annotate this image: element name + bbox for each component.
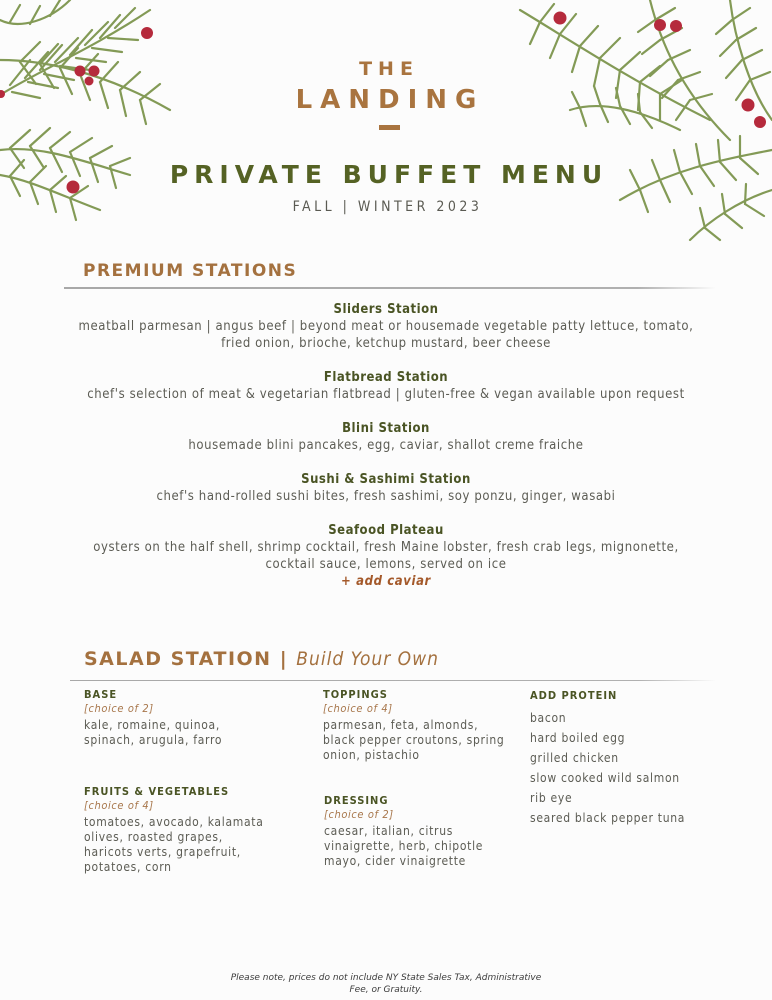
station-item: [0, 301, 772, 352]
group-items: kale, romaine, quinoa, spinach, arugula, farro: [84, 718, 223, 747]
group-title: FRUITS & VEGETABLES: [84, 785, 230, 798]
protein-item: grilled chicken: [530, 751, 619, 765]
brand-divider: [379, 125, 400, 130]
station-name: Flatbread Station: [323, 370, 449, 385]
pine-branch-left-icon: [0, 0, 220, 230]
premium-stations-list: [0, 301, 772, 607]
section-divider: [70, 680, 716, 681]
section-title-salad: [84, 648, 439, 670]
salad-group-protein: [530, 689, 730, 828]
station-addon: + add caviar: [341, 574, 431, 589]
station-name: Seafood Plateau: [328, 523, 444, 538]
station-description: chef's hand-rolled sushi bites, fresh sashimi, soy ponzu, ginger, wasabi: [156, 489, 616, 504]
footnote-line-1: Please note, prices do not include NY State Sales Tax, Administrative: [230, 973, 542, 983]
salad-title: SALAD STATION: [84, 648, 272, 670]
group-title: BASE: [84, 688, 118, 701]
group-title: DRESSING: [324, 794, 389, 807]
station-item: [0, 420, 772, 454]
protein-item: hard boiled egg: [530, 731, 626, 745]
station-item: [0, 369, 772, 403]
salad-column-2: [323, 688, 523, 868]
group-items: tomatoes, avocado, kalamata olives, roasted grapes, haricots verts, grapefruit, potatoes, corn: [84, 815, 264, 874]
protein-item: bacon: [530, 711, 567, 725]
salad-group-toppings: [323, 688, 523, 763]
footnote-line-2: Fee, or Gratuity.: [349, 985, 423, 995]
group-choice: [choice of 4]: [323, 702, 393, 715]
brand-name-line1: THE: [359, 58, 419, 80]
section-title-premium: PREMIUM STATIONS: [83, 261, 298, 281]
station-description: housemade blini pancakes, egg, caviar, shallot creme fraiche: [188, 438, 584, 453]
salad-group-dressing: [324, 794, 524, 869]
station-item: [0, 522, 772, 590]
group-choice: [choice of 2]: [324, 808, 394, 821]
group-items: caesar, italian, citrus vinaigrette, herb, chipotle mayo, cider vinaigrette: [324, 824, 484, 868]
brand-name-line2: LANDING: [295, 85, 485, 115]
protein-list: [530, 708, 730, 828]
station-name: Sliders Station: [333, 302, 439, 317]
page-title: PRIVATE BUFFET MENU: [169, 160, 609, 189]
group-title: ADD PROTEIN: [530, 689, 618, 702]
group-choice: [choice of 4]: [84, 799, 154, 812]
salad-group-fruits-vegetables: [84, 785, 294, 875]
station-description: oysters on the half shell, shrimp cocktail, fresh Maine lobster, fresh crab legs, mignonette, cocktail sauce, lemons, served on ice: [93, 540, 679, 572]
protein-item: rib eye: [530, 791, 573, 805]
salad-column-1: [84, 688, 294, 874]
protein-item: seared black pepper tuna: [530, 811, 686, 825]
group-choice: [choice of 2]: [84, 702, 154, 715]
station-item: [0, 471, 772, 505]
station-description: meatball parmesan | angus beef | beyond meat or housemade vegetable patty lettuce, tomato, fried onion, brioche, ketchup mustard, beer cheese: [78, 319, 694, 351]
station-description: chef's selection of meat & vegetarian flatbread | gluten-free & vegan available upon request: [87, 387, 685, 402]
station-name: Blini Station: [342, 421, 430, 436]
salad-group-base: [84, 688, 294, 748]
group-title: TOPPINGS: [323, 688, 388, 701]
section-divider: [64, 287, 716, 289]
salad-column-3: [530, 689, 730, 828]
footnote: [0, 972, 772, 996]
page-subtitle: FALL | WINTER 2023: [292, 199, 483, 215]
group-items: parmesan, feta, almonds, black pepper croutons, spring onion, pistachio: [323, 718, 505, 762]
salad-subtitle: Build Your Own: [296, 648, 439, 670]
protein-item: slow cooked wild salmon: [530, 771, 680, 785]
station-name: Sushi & Sashimi Station: [301, 472, 471, 487]
salad-title-separator: |: [271, 648, 297, 670]
